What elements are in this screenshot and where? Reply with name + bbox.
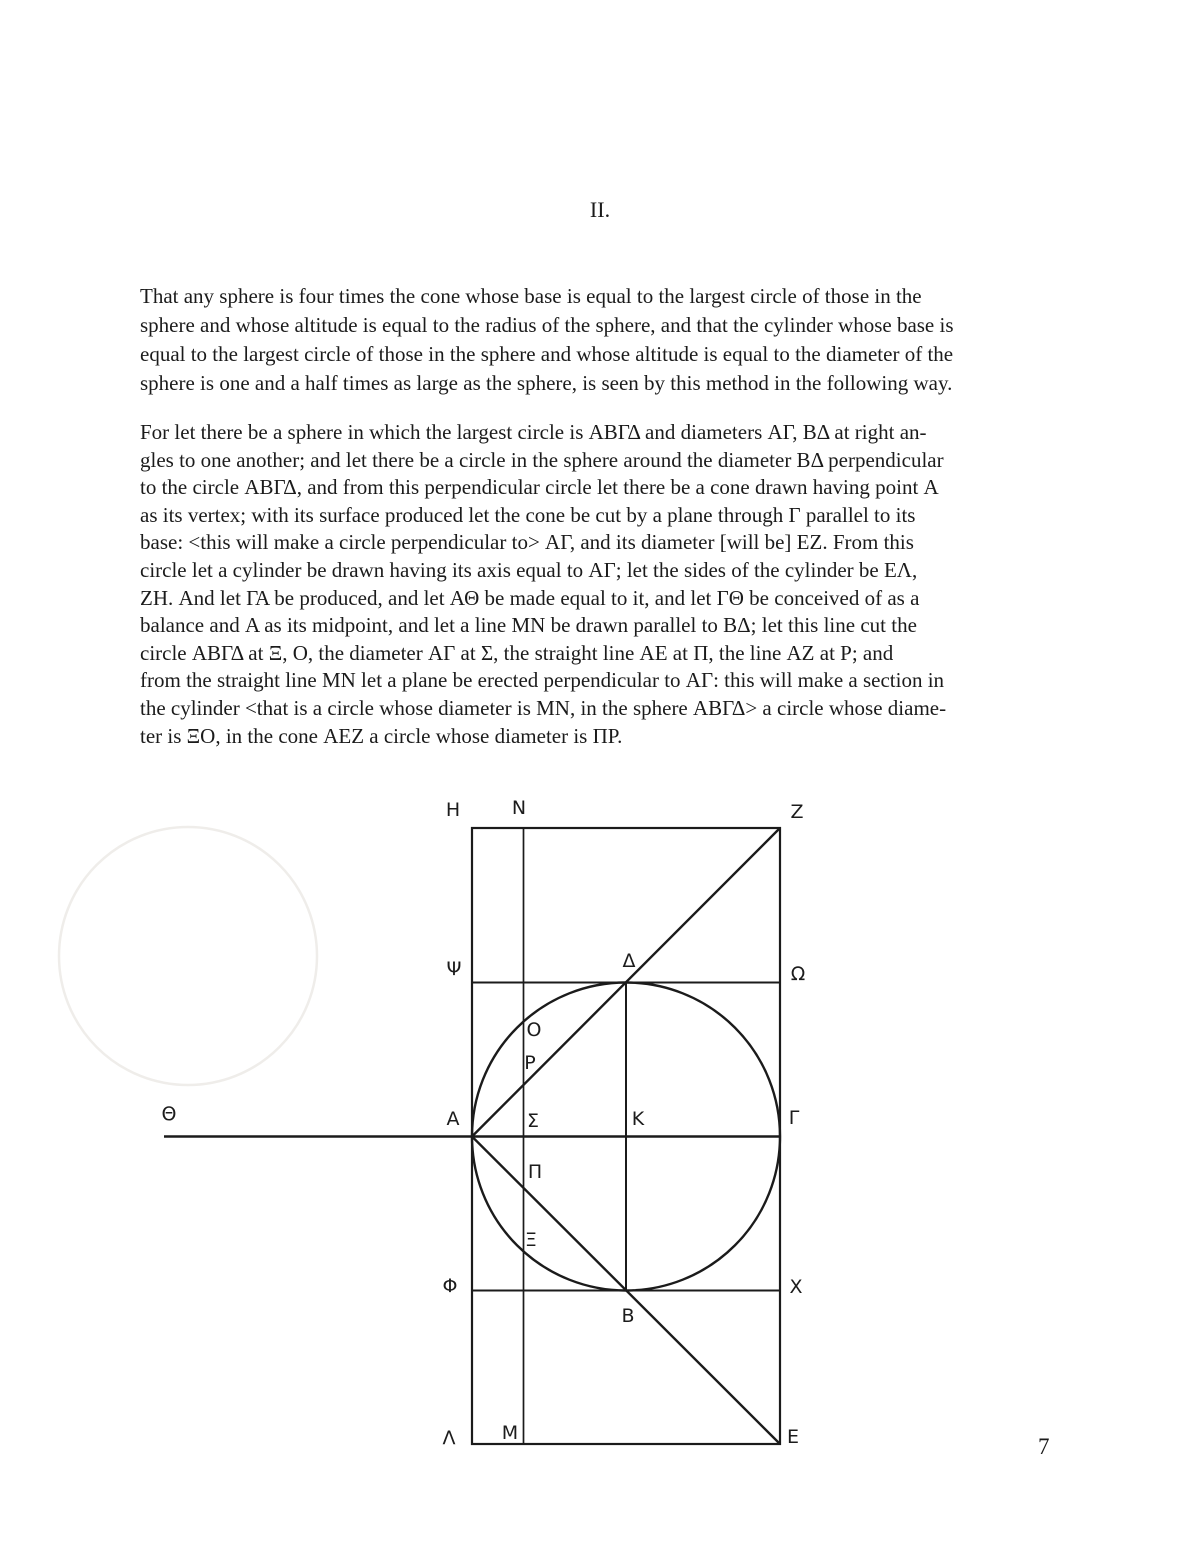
- body-text-line: balance and Α as its midpoint, and let a line ΜΝ be drawn parallel to ΒΔ; let this line cut the: [140, 613, 917, 638]
- page-number: 7: [1038, 1434, 1050, 1459]
- diagram-label-alpha: A: [446, 1108, 460, 1130]
- diagram-label-pi: Π: [527, 1161, 543, 1183]
- watermark-circle: [59, 827, 317, 1085]
- diagram-label-kappa: K: [631, 1108, 645, 1130]
- diagram-label-nu: N: [511, 797, 527, 819]
- body-text-line: base: <this will make a circle perpendicular to> ΑΓ, and its diameter [will be] ΕΖ. From this: [140, 530, 914, 555]
- diagram-label-rho: P: [524, 1052, 536, 1074]
- diagram-label-delta: Δ: [622, 950, 636, 972]
- diagram-label-epsilon: E: [786, 1426, 800, 1448]
- body-text-line: For let there be a sphere in which the largest circle is ΑΒΓΔ and diameters ΑΓ, ΒΔ at right an-: [140, 420, 927, 444]
- diagram-label-theta: Θ: [161, 1103, 177, 1125]
- diagram-label-lambda: Λ: [442, 1427, 456, 1449]
- diagram-label-xi: Ξ: [524, 1229, 538, 1251]
- body-text-line: sphere is one and a half times as large as the sphere, is seen by this method in the following way.: [140, 371, 953, 395]
- diagram-label-mu: M: [501, 1422, 519, 1444]
- body-text-line: circle let a cylinder be drawn having its axis equal to ΑΓ; let the sides of the cylinder be ΕΛ,: [140, 557, 918, 582]
- body-text-line: sphere and whose altitude is equal to the radius of the sphere, and that the cylinder whose base is: [140, 313, 954, 337]
- body-text-line: equal to the largest circle of those in the sphere and whose altitude is equal to the diameter of the: [140, 342, 954, 366]
- diagram-label-omicron: O: [526, 1019, 542, 1041]
- body-text-line: the cylinder <that is a circle whose diameter is ΜΝ, in the sphere ΑΒΓΔ> a circle whose diame-: [140, 695, 947, 720]
- diagram-label-chi: X: [789, 1276, 803, 1298]
- diagram-label-zeta: Z: [790, 801, 804, 823]
- body-text-line: gles to one another; and let there be a circle in the sphere around the diameter ΒΔ perpendicular: [140, 447, 944, 472]
- body-text-line: ΖΗ. And let ΓΑ be produced, and let ΑΘ be made equal to it, and let ΓΘ be conceived of as a: [140, 585, 920, 610]
- diagram-label-eta: H: [445, 799, 461, 821]
- diagram-label-beta: B: [621, 1305, 635, 1327]
- body-text-line: as its vertex; with its surface produced let the cone be cut by a plane through Γ parallel to its: [140, 502, 916, 527]
- body-text-line: to the circle ΑΒΓΔ, and from this perpendicular circle let there be a cone drawn having point Α: [140, 475, 939, 500]
- diagram-label-omega: Ω: [790, 963, 806, 985]
- diagram-label-phi: Φ: [442, 1275, 458, 1297]
- diagram-label-psi: Ψ: [446, 958, 462, 980]
- section-heading: II.: [589, 197, 611, 222]
- diagram-label-gamma: Γ: [788, 1107, 800, 1129]
- body-text-line: ter is ΞΟ, in the cone ΑΕΖ a circle whose diameter is ΠΡ.: [140, 723, 623, 748]
- body-text-line: That any sphere is four times the cone whose base is equal to the largest circle of those in the: [140, 284, 922, 308]
- body-text-line: from the straight line ΜΝ let a plane be erected perpendicular to ΑΓ: this will make a section in: [140, 668, 945, 693]
- body-text-line: circle ΑΒΓΔ at Ξ, Ο, the diameter ΑΓ at Σ, the straight line ΑΕ at Π, the line ΑΖ at Ρ; and: [140, 640, 894, 665]
- diagram-label-sigma: Σ: [526, 1110, 540, 1132]
